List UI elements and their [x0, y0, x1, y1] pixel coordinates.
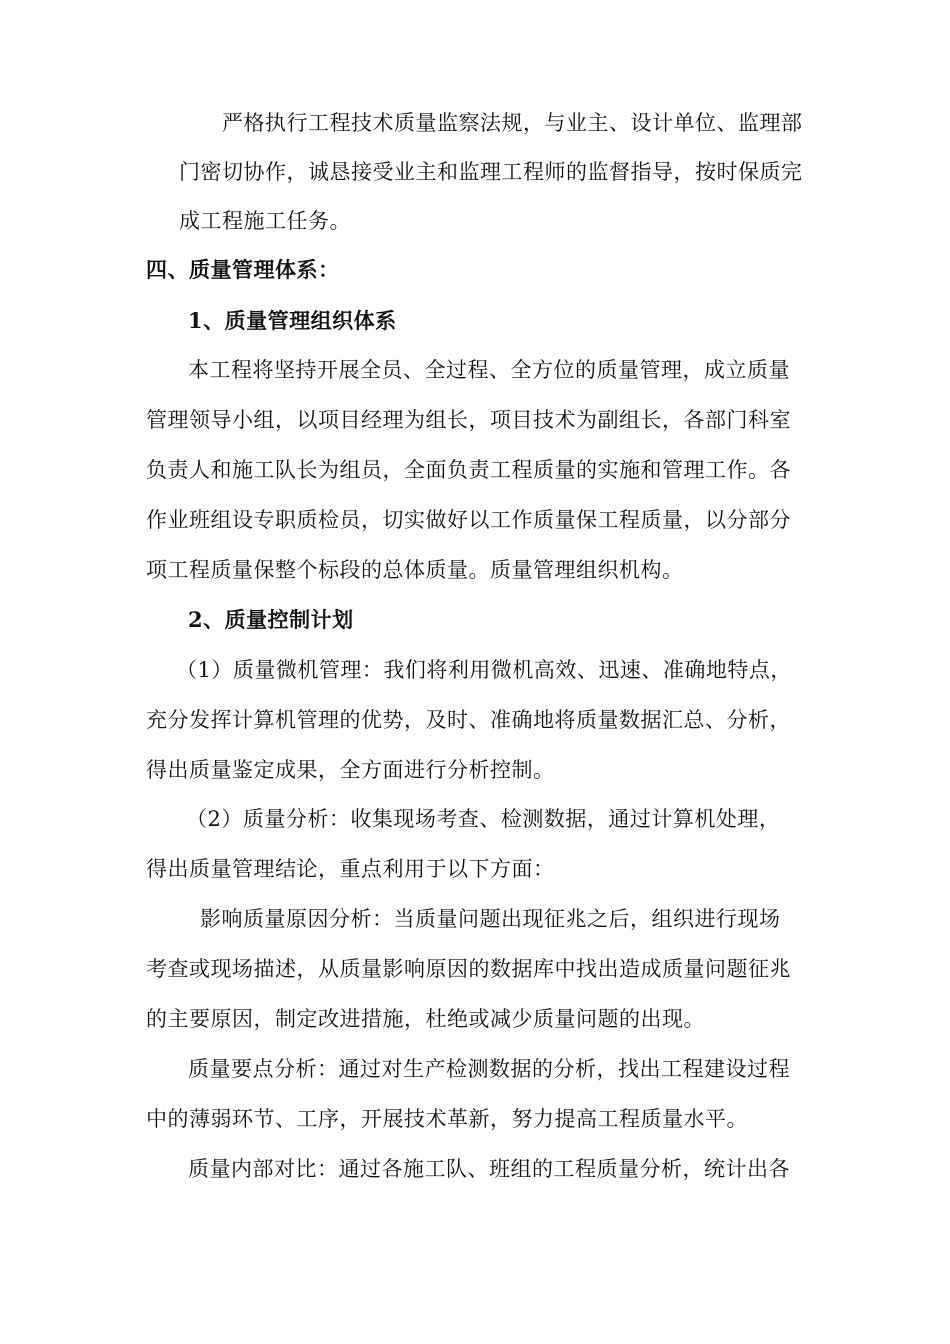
- cause-line-3: 的主要原因，制定改进措施，杜绝或减少质量问题的出现。: [146, 1007, 705, 1031]
- keypoint-line-2: 中的薄弱环节、工序，开展技术革新，努力提高工程质量水平。: [146, 1107, 748, 1131]
- intro-line-2: 门密切协作，诚恳接受业主和监理工程师的监督指导，按时保质完: [179, 160, 803, 184]
- org-line-1: 本工程将坚持开展全员、全过程、全方位的质量管理，成立质量: [188, 358, 790, 382]
- section-4-heading: 四、质量管理体系：: [146, 257, 340, 282]
- item2-line-2: 得出质量管理结论，重点利用于以下方面：: [146, 857, 555, 881]
- subsection-2-heading: 2、质量控制计划: [188, 607, 354, 632]
- org-line-3: 负责人和施工队长为组员，全面负责工程质量的实施和管理工作。各: [146, 458, 791, 482]
- item1-line-3: 得出质量鉴定成果，全方面进行分析控制。: [146, 758, 555, 782]
- compare-line-1: 质量内部对比：通过各施工队、班组的工程质量分析，统计出各: [188, 1157, 790, 1181]
- item2-line-1: （2）质量分析：收集现场考查、检测数据，通过计算机处理，: [186, 807, 781, 831]
- item1-line-1: （1）质量微机管理：我们将利用微机高效、迅速、准确地特点，: [176, 658, 792, 682]
- intro-line-3: 成工程施工任务。: [179, 209, 351, 233]
- item1-line-2: 充分发挥计算机管理的优势，及时、准确地将质量数据汇总、分析，: [146, 708, 791, 732]
- keypoint-line-1: 质量要点分析：通过对生产检测数据的分析，找出工程建设过程: [188, 1057, 790, 1081]
- intro-line-1: 严格执行工程技术质量监察法规，与业主、设计单位、监理部: [222, 111, 803, 135]
- org-line-5: 项工程质量保整个标段的总体质量。质量管理组织机构。: [146, 558, 684, 582]
- org-line-4: 作业班组设专职质检员，切实做好以工作质量保工程质量，以分部分: [146, 508, 791, 532]
- cause-line-2: 考查或现场描述，从质量影响原因的数据库中找出造成质量问题征兆: [146, 957, 791, 981]
- subsection-1-heading: 1、质量管理组织体系: [188, 308, 397, 333]
- org-line-2: 管理领导小组，以项目经理为组长，项目技术为副组长，各部门科室: [146, 408, 791, 432]
- cause-line-1: 影响质量原因分析：当质量问题出现征兆之后，组织进行现场: [200, 907, 781, 931]
